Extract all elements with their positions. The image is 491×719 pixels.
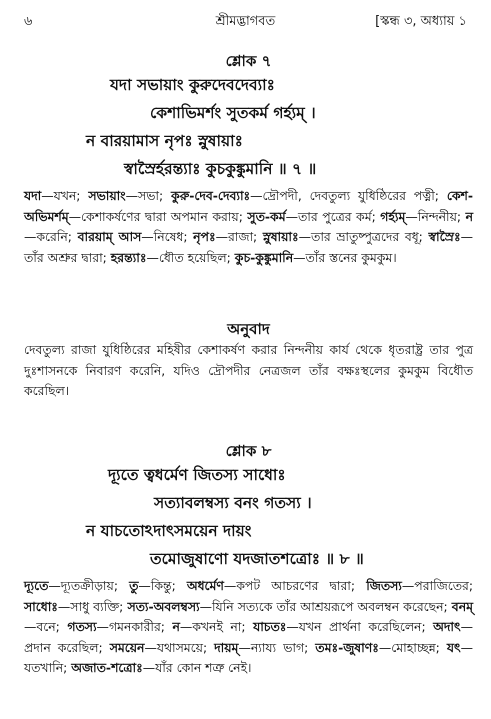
synonym-word: কেশ-অভিমর্শম্ — [24, 188, 473, 224]
page-header — [24, 10, 467, 32]
sloka-8-verse — [24, 461, 473, 573]
synonym-word: সাধোঃ — [24, 598, 58, 614]
translation-text: দেবতুল্য রাজা যুধিষ্ঠিরের মহিষীর কেশাকর্ষণ করার নিন্দনীয় কার্য থেকে ধৃতরাষ্ট্র তার পুত্র দুঃশাসনকে নিবারণ করেনি, যদিও দ্রৌপদীর নেত্রজল তাঁর বক্ষঃস্থলের কুমকুম বিধৌত করেছিল। — [24, 342, 473, 399]
synonym-word: অজাত-শত্রোঃ — [71, 660, 143, 676]
synonym-meaning: —বনে; — [24, 619, 68, 635]
synonym-word: দায়ম্ — [214, 639, 239, 655]
synonym-meaning: —যিনি সত্যকে তাঁর আশ্রয়রূপে অবলম্বন করেছেন; — [199, 598, 452, 614]
sloka-7-heading: শ্লোক ৭ — [225, 52, 272, 70]
synonym-word: বনম্ — [451, 598, 473, 614]
sloka-8-synonyms — [24, 576, 473, 679]
book-title: শ্রীমদ্ভাগবত — [215, 14, 276, 29]
synonym-word: যৎ — [446, 639, 461, 655]
synonym-meaning: —ন্যায্য ভাগ; — [238, 639, 316, 655]
synonym-word: জিতস্য — [366, 578, 402, 593]
synonym-word: অধর্মেণ — [186, 578, 224, 593]
synonym-meaning: —গমনকারীর; — [96, 619, 173, 635]
synonyms-text — [24, 188, 473, 265]
synonym-meaning: —প্রদান করেছিল; — [24, 619, 473, 655]
synonym-word: তু — [129, 578, 139, 593]
sloka-7-synonyms — [24, 186, 473, 268]
synonym-meaning: —ধৌত হয়েছিল; — [146, 249, 235, 265]
synonym-meaning: —কপট আচরণের দ্বারা; — [223, 578, 367, 593]
synonym-meaning: —যাঁর কোন শত্রু নেই। — [142, 660, 252, 676]
synonym-meaning: —যতখানি; — [24, 639, 473, 676]
synonym-word: নৃপঃ — [193, 229, 216, 245]
synonym-meaning: —যখন প্রার্থনা করেছিলেন; — [286, 619, 434, 635]
verse-line: ন যাচতোঽদাৎসময়েন দায়ং — [86, 522, 252, 540]
synonym-word: সত্য-অবলম্বস্য — [127, 598, 200, 614]
translation-heading: অনুবাদ — [227, 320, 270, 338]
synonym-meaning: —যখন; — [41, 188, 89, 203]
synonym-meaning: —তাঁর স্তনের কুমকুম। — [293, 249, 397, 265]
synonym-word: হরন্ত্যাঃ — [110, 249, 147, 265]
verse-line: সত্যাবলম্বস্য বনং গতস্য । — [154, 494, 312, 512]
synonym-meaning: —সভা; — [125, 188, 172, 203]
synonym-meaning: —নিষেধ; — [141, 229, 194, 245]
verse-line: কেশাভিমর্শং সুতকর্ম গর্হ্যম্ । — [150, 104, 316, 122]
synonym-word: গতস্য — [67, 619, 97, 635]
synonym-word: যদা — [24, 188, 42, 203]
synonym-meaning: —রাজা; — [215, 229, 263, 245]
synonym-meaning: —পরাজিতের; — [401, 578, 474, 593]
synonym-word: কুচ-কুঙ্কুমানি — [234, 249, 294, 265]
synonym-meaning: —কেশাকর্ষণের দ্বারা অপমান করায়; — [68, 208, 248, 224]
verse-line: যদা সভায়াং কুরুদেবদেব্যাঃ — [110, 76, 275, 94]
synonym-meaning: —তার ভ্রাতুষ্পুত্রদের বধূ; — [298, 229, 429, 245]
synonym-word: ন — [172, 619, 180, 635]
synonym-meaning: —কখনই না; — [179, 619, 254, 635]
synonym-word: দ্যূতে — [24, 578, 49, 593]
synonyms-text — [24, 578, 473, 675]
synonym-word: অদাৎ — [433, 619, 461, 635]
sloka-8-heading: শ্লোক ৮ — [225, 442, 272, 460]
synonym-meaning: —মোহাচ্ছন্ন; — [378, 639, 447, 655]
synonym-word: সুত-কর্ম — [247, 208, 286, 224]
verse-line: তমোজুষাণো যদজাতশত্রোঃ ॥ ৮ ॥ — [150, 550, 364, 568]
synonym-word: বারয়াম্ আস — [77, 229, 142, 245]
synonym-word: গর্হ্যম্ — [380, 208, 406, 224]
sloka-7-verse — [24, 71, 473, 183]
synonym-word: কুরু-দেব-দেব্যাঃ — [171, 188, 251, 203]
synonym-meaning: —তাঁর অশ্রুর দ্বারা; — [24, 229, 473, 265]
synonym-meaning: —করেনি; — [24, 229, 78, 245]
verse-line: স্বাস্রৈর্হরন্ত্যাঃ কুচকুঙ্কুমানি ॥ ৭ ॥ — [124, 160, 317, 178]
synonym-word: স্বাস্রৈঃ — [428, 229, 461, 245]
synonym-meaning: —দ্রৌপদী, দেবতুল্য যুধিষ্ঠিরের পত্নী; — [250, 188, 447, 203]
verse-line: ন বারয়ামাস নৃপঃ স্নুষায়াঃ — [86, 132, 243, 150]
synonym-word: সভায়াং — [88, 188, 126, 203]
synonym-word: ন — [465, 208, 473, 224]
synonym-meaning: —যথাসময়ে; — [144, 639, 215, 655]
synonym-meaning: —সাধু ব্যক্তি; — [57, 598, 128, 614]
synonym-meaning: —নিন্দনীয়; — [405, 208, 466, 224]
synonym-word: স্নুষায়াঃ — [262, 229, 299, 245]
synonym-word: তমঃ-জুষাণঃ — [315, 639, 379, 655]
synonym-meaning: —কিন্তু; — [138, 578, 187, 593]
synonym-word: সময়েন — [109, 639, 145, 655]
verse-line: দ্যূতে ত্বধর্মেণ জিতস্য সাধোঃ — [108, 466, 286, 484]
synonym-meaning: —দ্যূতক্রীড়ায়; — [48, 578, 130, 593]
synonym-word: যাচতঃ — [253, 619, 287, 635]
synonym-meaning: —তার পুত্রের কর্ম; — [285, 208, 381, 224]
page-number: ৬ — [24, 14, 33, 29]
chapter-reference: [স্কন্ধ ৩, অধ্যায় ১ — [375, 14, 467, 29]
